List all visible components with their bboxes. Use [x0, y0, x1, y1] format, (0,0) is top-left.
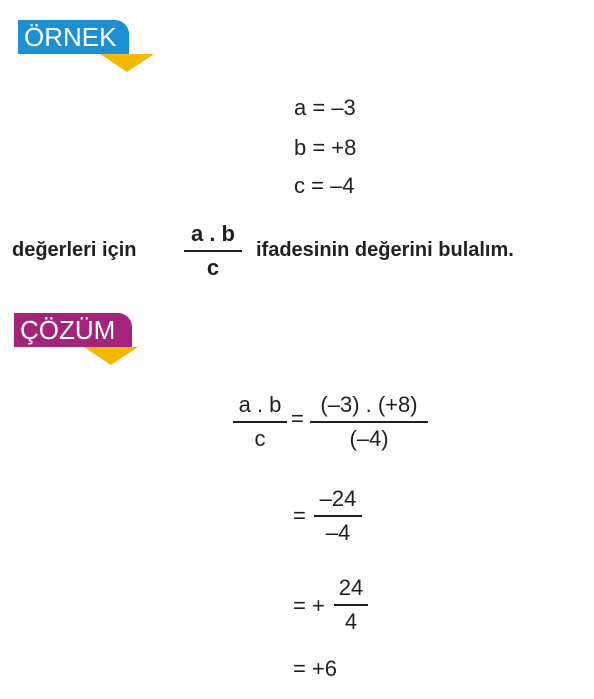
step1-rhs-fraction — [310, 392, 428, 452]
step1-rhs-denominator: (–4) — [349, 426, 389, 451]
step1-lhs-fraction — [233, 392, 287, 452]
step4-result: = +6 — [293, 656, 338, 681]
question-fraction — [184, 221, 242, 281]
fraction-bar — [310, 421, 428, 423]
question-prefix: değerleri için — [12, 239, 137, 261]
given-a: a = –3 — [294, 95, 356, 120]
step2-fraction — [314, 486, 362, 546]
step2-denominator: –4 — [325, 520, 351, 545]
step1-lhs-denominator: c — [254, 426, 266, 451]
step3-equals-plus: = + — [293, 593, 325, 618]
fraction-bar — [233, 421, 287, 423]
question-fraction-numerator: a . b — [190, 221, 235, 246]
step2-numerator: –24 — [319, 486, 357, 511]
step1-lhs-numerator: a . b — [238, 392, 282, 417]
question-fraction-denominator: c — [206, 255, 220, 280]
step2-equals: = — [293, 503, 306, 528]
fraction-bar — [184, 250, 242, 252]
badge-accent-triangle — [84, 347, 138, 365]
fraction-bar — [314, 515, 362, 517]
fraction-bar — [334, 604, 368, 606]
ornek-label: ÖRNEK — [18, 20, 129, 54]
given-c: c = –4 — [294, 173, 355, 198]
cozum-label: ÇÖZÜM — [14, 313, 132, 347]
question-suffix: ifadesinin değerini bulalım. — [256, 239, 514, 261]
badge-accent-triangle — [100, 54, 154, 72]
step3-fraction — [334, 575, 368, 635]
step3-numerator: 24 — [338, 575, 364, 600]
step1-rhs-numerator: (–3) . (+8) — [320, 392, 418, 417]
given-b: b = +8 — [294, 135, 357, 160]
step1-equals: = — [291, 406, 304, 431]
step3-denominator: 4 — [344, 609, 358, 634]
